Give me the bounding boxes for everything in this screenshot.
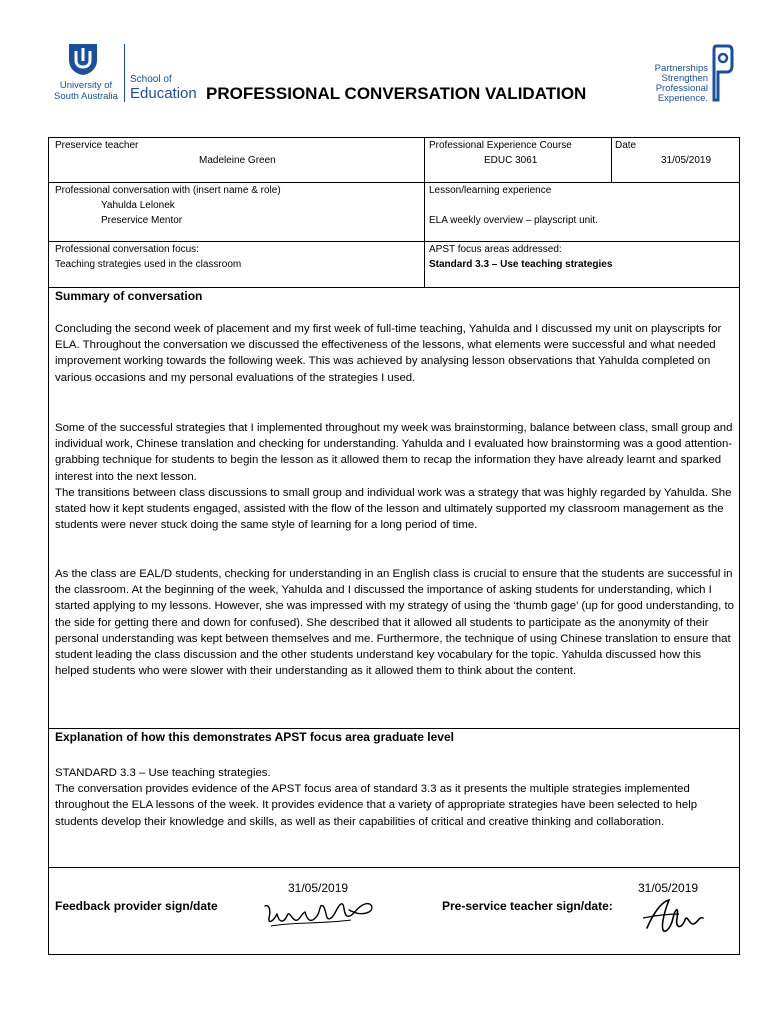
summary-text: Concluding the second week of placement and my first week of full-time teaching, Yahulda and I discussed my unit on playscripts for ELA. Throughout the conversation we discussed the effectiveness of the lessons, what elements were successful and what needed improvement working towards the following week. This was achieved by analysing lesson observations that Yahulda completed on various occasions and my personal evaluations of the strategies I used. — [55, 323, 722, 384]
conversation-with-label: Professional conversation with (insert name & role) — [55, 185, 281, 196]
university-name-line2: South Australia — [54, 91, 118, 102]
partner-line-1: Partnerships — [654, 63, 708, 74]
partner-line-3: Professional — [655, 83, 708, 94]
preservice-teacher-value: Madeleine Green — [199, 155, 276, 166]
explanation-text: The conversation provides evidence of the APST focus area of standard 3.3 as it presents the multiple strategies implemented throughout the ELA lessons of the week. It provides evidence that a variety of appropriate strategies have been selected to help students develop their knowledge and skills, as well as their capabilities of critical and creative thinking and collaboration. — [55, 783, 698, 828]
school-of-education-logo — [130, 74, 197, 102]
conversation-with-role: Preservice Mentor — [101, 215, 183, 226]
row-divider — [49, 867, 739, 868]
column-divider — [424, 138, 425, 287]
conversation-focus-label: Professional conversation focus: — [55, 244, 199, 255]
form-table — [48, 137, 740, 955]
preservice-date: 31/05/2019 — [638, 881, 699, 895]
apst-focus-label: APST focus areas addressed: — [429, 244, 562, 255]
date-label: Date — [615, 140, 637, 151]
feedback-sign-label: Feedback provider sign/date — [55, 899, 218, 913]
unisa-shield-icon — [66, 42, 100, 76]
summary-paragraph — [55, 566, 735, 679]
school-of-text: School of — [130, 74, 172, 85]
summary-heading: Summary of conversation — [55, 289, 203, 303]
summary-paragraph — [55, 321, 735, 386]
preservice-teacher-label: Preservice teacher — [55, 140, 139, 151]
summary-text: The transitions between class discussions to small group and individual work was a strategy that was highly regarded by Yahulda. She stated how it kept students engaged, assisted with the flow of the lesson and ultimately supported my classroom management as the students were never stuck doing the same style of learning for a long period of time. — [55, 486, 732, 532]
logo-divider — [124, 44, 125, 102]
lesson-label: Lesson/learning experience — [429, 185, 552, 196]
summary-text: As the class are EAL/D students, checking for understanding in an English class is crucial to ensure that the students are successful in the classroom. At the beginning of the week, Yahulda and I discussed the importance of asking students for understanding, which I started applying to my lessons. However, she was impressed with my strategy of using the ‘thumb gage’ (up for good understanding, to the side for getting there and down for confused). She described that it allowed all students to participate as the anonymity of their personal understanding was kept between themselves and me. Furthermore, the technique of using Chinese translation to ensure that student leading the class discussion and the other students understand key vocabulary for the topic. Yahulda discussed how this helped students who were slower with their understanding as it allowed them to think about the content. — [55, 568, 734, 678]
apst-focus-value: Standard 3.3 – Use teaching strategies — [429, 259, 613, 270]
university-name-line1: University of — [59, 80, 113, 91]
summary-paragraph — [55, 420, 735, 533]
conversation-with-name: Yahulda Lelonek — [101, 200, 175, 211]
column-divider — [611, 138, 612, 182]
course-value: EDUC 3061 — [484, 155, 538, 166]
conversation-focus-value: Teaching strategies used in the classroom — [55, 259, 242, 270]
explanation-paragraph — [55, 765, 735, 830]
standard-line: STANDARD 3.3 – Use teaching strategies. — [55, 767, 271, 779]
row-divider — [49, 728, 739, 729]
unisa-logo — [50, 40, 122, 104]
education-text: Education — [130, 85, 197, 102]
row-divider — [49, 287, 739, 288]
summary-text: Some of the successful strategies that I implemented throughout my week was brainstorming, balance between class, small group and individual work, Chinese translation and checking for understanding. Yahulda and I evaluated how brainstorming was a good attention-grabbing technique for students to begin the lesson as it allowed them to recap the information they have already learnt and sparked interest into the next lesson. — [55, 422, 733, 483]
partnerships-emblem-icon — [710, 44, 734, 102]
preservice-sign-label: Pre-service teacher sign/date: — [442, 899, 613, 913]
partner-line-2: Strengthen — [661, 73, 708, 84]
page-title: PROFESSIONAL CONVERSATION VALIDATION — [206, 84, 587, 103]
partner-line-4: Experience. — [657, 93, 708, 104]
explanation-heading: Explanation of how this demonstrates APST focus area graduate level — [55, 730, 454, 744]
lesson-value: ELA weekly overview – playscript unit. — [429, 215, 598, 226]
partnerships-logo — [632, 42, 742, 104]
feedback-signature-image — [261, 896, 381, 936]
preservice-signature-image — [639, 894, 709, 938]
feedback-date: 31/05/2019 — [288, 881, 349, 895]
course-label: Professional Experience Course — [429, 140, 572, 151]
date-value: 31/05/2019 — [661, 155, 712, 166]
